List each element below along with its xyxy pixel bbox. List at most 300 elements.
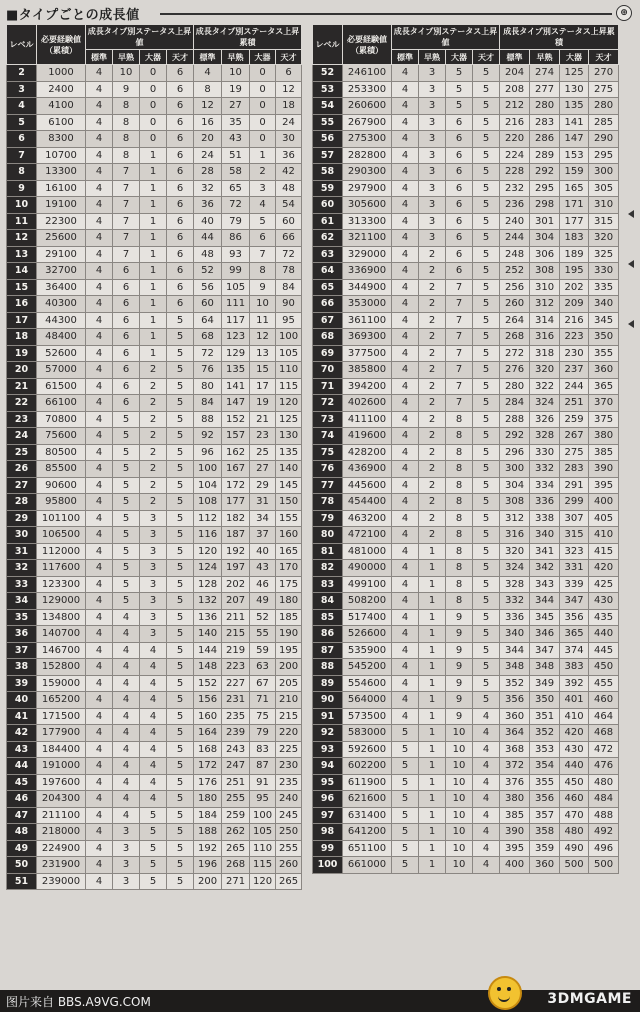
growth-cell: 4 [140,642,167,659]
exp-cell: 129000 [37,593,86,610]
cumulative-cell: 43 [222,131,250,148]
growth-cell: 5 [167,494,194,511]
growth-cell: 3 [419,147,446,164]
cumulative-cell: 51 [222,147,250,164]
growth-cell: 2 [419,395,446,412]
cumulative-cell: 271 [222,873,250,890]
level-cell: 62 [313,230,343,247]
growth-cell: 4 [86,444,113,461]
level-cell: 100 [313,857,343,874]
cumulative-cell: 21 [250,411,276,428]
cumulative-cell: 162 [222,444,250,461]
cumulative-cell: 315 [560,527,589,544]
exp-cell: 369300 [343,329,392,346]
cumulative-cell: 205 [276,675,302,692]
cumulative-cell: 346 [530,626,560,643]
growth-cell: 6 [446,246,473,263]
exp-cell: 2400 [37,81,86,98]
growth-cell: 4 [86,873,113,890]
growth-cell: 10 [446,791,473,808]
exp-cell: 313300 [343,213,392,230]
cumulative-cell: 259 [222,807,250,824]
growth-cell: 4 [392,659,419,676]
cumulative-cell: 28 [194,164,222,181]
exp-cell: 260600 [343,98,392,115]
exp-cell: 1000 [37,65,86,82]
header-level: レベル [7,25,37,65]
cumulative-cell: 78 [276,263,302,280]
growth-cell: 1 [419,692,446,709]
growth-cell: 3 [113,824,140,841]
growth-cell: 10 [446,725,473,742]
table-row [313,708,619,725]
growth-cell: 5 [473,246,500,263]
exp-cell: 239000 [37,873,86,890]
table-row [313,824,619,841]
cumulative-cell: 35 [222,114,250,131]
exp-cell: 95800 [37,494,86,511]
exp-cell: 508200 [343,593,392,610]
growth-cell: 5 [167,312,194,329]
level-cell: 24 [7,428,37,445]
cumulative-cell: 34 [250,510,276,527]
cumulative-cell: 450 [589,659,619,676]
table-row [313,791,619,808]
level-cell: 30 [7,527,37,544]
growth-cell: 5 [167,758,194,775]
growth-cell: 5 [140,824,167,841]
level-cell: 20 [7,362,37,379]
cumulative-cell: 223 [560,329,589,346]
level-cell: 73 [313,411,343,428]
level-cell: 94 [313,758,343,775]
level-cell: 72 [313,395,343,412]
table-row [7,263,302,280]
level-cell: 11 [7,213,37,230]
level-cell: 75 [313,444,343,461]
growth-cell: 10 [446,857,473,874]
level-cell: 37 [7,642,37,659]
cumulative-cell: 322 [530,378,560,395]
level-cell: 77 [313,477,343,494]
cumulative-cell: 353 [530,741,560,758]
growth-cell: 4 [392,147,419,164]
growth-cell: 4 [392,642,419,659]
table-row [7,510,302,527]
cumulative-cell: 267 [560,428,589,445]
growth-cell: 5 [167,329,194,346]
table-row [7,560,302,577]
edge-arrow-icon [628,210,634,218]
cumulative-cell: 265 [222,840,250,857]
cumulative-cell: 180 [276,593,302,610]
cumulative-cell: 8 [194,81,222,98]
growth-cell: 1 [419,659,446,676]
cumulative-cell: 251 [560,395,589,412]
level-cell: 44 [7,758,37,775]
growth-cell: 2 [419,477,446,494]
growth-cell: 5 [473,263,500,280]
growth-cell: 4 [86,840,113,857]
level-cell: 66 [313,296,343,313]
cumulative-cell: 58 [222,164,250,181]
growth-cell: 5 [113,593,140,610]
cumulative-cell: 177 [560,213,589,230]
level-cell: 81 [313,543,343,560]
cumulative-cell: 372 [500,758,530,775]
cumulative-cell: 40 [194,213,222,230]
growth-cell: 8 [446,461,473,478]
cumulative-cell: 250 [276,824,302,841]
cumulative-cell: 30 [276,131,302,148]
table-row [7,81,302,98]
cumulative-cell: 385 [589,444,619,461]
growth-cell: 6 [113,312,140,329]
exp-cell: 165200 [37,692,86,709]
exp-cell: 29100 [37,246,86,263]
exp-cell: 10700 [37,147,86,164]
cumulative-cell: 365 [560,626,589,643]
growth-table-left [6,24,302,890]
table-row [7,774,302,791]
cumulative-cell: 270 [589,65,619,82]
cumulative-cell: 390 [589,461,619,478]
growth-cell: 4 [392,461,419,478]
cumulative-cell: 244 [500,230,530,247]
cumulative-cell: 370 [589,395,619,412]
growth-cell: 2 [419,411,446,428]
growth-cell: 5 [473,279,500,296]
growth-cell: 10 [446,758,473,775]
cumulative-cell: 484 [589,791,619,808]
growth-cell: 4 [86,411,113,428]
growth-cell: 4 [113,725,140,742]
cumulative-cell: 223 [222,659,250,676]
level-cell: 89 [313,675,343,692]
cumulative-cell: 182 [222,510,250,527]
growth-cell: 4 [473,741,500,758]
cumulative-cell: 298 [530,197,560,214]
growth-cell: 5 [113,428,140,445]
exp-cell: 48400 [37,329,86,346]
cumulative-cell: 65 [222,180,250,197]
growth-cell: 5 [473,428,500,445]
cumulative-cell: 10 [222,65,250,82]
level-cell: 92 [313,725,343,742]
page-title: ■タイプごとの成長値 [6,8,140,23]
growth-cell: 4 [392,345,419,362]
growth-cell: 5 [473,345,500,362]
growth-cell: 3 [419,65,446,82]
growth-cell: 8 [113,114,140,131]
growth-cell: 8 [446,444,473,461]
growth-cell: 9 [446,626,473,643]
header-type: 天才 [589,50,619,65]
table-row [7,230,302,247]
growth-cell: 5 [167,428,194,445]
level-cell: 12 [7,230,37,247]
cumulative-cell: 300 [589,164,619,181]
cumulative-cell: 220 [276,725,302,742]
level-cell: 27 [7,477,37,494]
growth-cell: 3 [419,164,446,181]
table-row [7,593,302,610]
exp-cell: 602200 [343,758,392,775]
exp-cell: 454400 [343,494,392,511]
growth-cell: 6 [167,180,194,197]
growth-cell: 4 [392,131,419,148]
growth-cell: 6 [446,180,473,197]
cumulative-cell: 5 [250,213,276,230]
growth-cell: 2 [140,395,167,412]
growth-cell: 1 [140,197,167,214]
cumulative-cell: 110 [276,362,302,379]
cumulative-cell: 256 [500,279,530,296]
cumulative-cell: 110 [250,840,276,857]
exp-cell: 140700 [37,626,86,643]
growth-cell: 8 [113,98,140,115]
table-row [7,329,302,346]
growth-cell: 0 [140,81,167,98]
table-row [313,411,619,428]
table-row [7,725,302,742]
growth-cell: 5 [473,65,500,82]
growth-cell: 4 [113,791,140,808]
level-cell: 35 [7,609,37,626]
exp-cell: 224900 [37,840,86,857]
cumulative-cell: 167 [222,461,250,478]
cumulative-cell: 20 [194,131,222,148]
cumulative-cell: 240 [500,213,530,230]
growth-cell: 6 [167,246,194,263]
cumulative-cell: 87 [250,758,276,775]
growth-cell: 4 [392,411,419,428]
growth-cell: 8 [446,543,473,560]
table-row [7,213,302,230]
cumulative-cell: 480 [560,824,589,841]
growth-cell: 5 [167,345,194,362]
level-cell: 16 [7,296,37,313]
cumulative-cell: 132 [194,593,222,610]
exp-cell: 112000 [37,543,86,560]
cumulative-cell: 60 [194,296,222,313]
level-cell: 50 [7,857,37,874]
cumulative-cell: 283 [530,114,560,131]
exp-cell: 385800 [343,362,392,379]
cumulative-cell: 104 [194,477,222,494]
table-row [7,741,302,758]
growth-cell: 7 [113,213,140,230]
growth-cell: 5 [140,857,167,874]
cumulative-cell: 19 [250,395,276,412]
cumulative-cell: 136 [194,609,222,626]
growth-cell: 4 [392,65,419,82]
level-cell: 74 [313,428,343,445]
growth-cell: 6 [167,213,194,230]
cumulative-cell: 401 [560,692,589,709]
growth-cell: 5 [392,840,419,857]
level-cell: 84 [313,593,343,610]
growth-cell: 6 [446,213,473,230]
growth-cell: 4 [86,477,113,494]
growth-cell: 4 [392,81,419,98]
exp-cell: 44300 [37,312,86,329]
level-cell: 40 [7,692,37,709]
growth-cell: 2 [419,345,446,362]
cumulative-cell: 272 [500,345,530,362]
cumulative-cell: 83 [250,741,276,758]
cumulative-cell: 165 [276,543,302,560]
level-cell: 10 [7,197,37,214]
cumulative-cell: 192 [194,840,222,857]
growth-cell: 2 [140,362,167,379]
table-row [7,98,302,115]
cumulative-cell: 1 [250,147,276,164]
exp-cell: 13300 [37,164,86,181]
growth-cell: 5 [392,725,419,742]
growth-cell: 10 [446,824,473,841]
growth-cell: 5 [446,65,473,82]
table-row [313,263,619,280]
cumulative-cell: 171 [560,197,589,214]
growth-cell: 1 [419,593,446,610]
exp-cell: 472100 [343,527,392,544]
growth-cell: 6 [167,65,194,82]
growth-cell: 5 [473,329,500,346]
growth-cell: 4 [473,807,500,824]
header-type: 大器 [140,50,167,65]
growth-cell: 5 [167,395,194,412]
cumulative-cell: 12 [250,329,276,346]
exp-cell: 344900 [343,279,392,296]
cumulative-cell: 468 [589,725,619,742]
header-type: 早熟 [530,50,560,65]
growth-cell: 5 [392,774,419,791]
cumulative-cell: 464 [589,708,619,725]
table-row [7,279,302,296]
growth-cell: 4 [86,510,113,527]
growth-cell: 7 [113,230,140,247]
cumulative-cell: 347 [530,642,560,659]
table-row [7,428,302,445]
cumulative-cell: 148 [194,659,222,676]
cumulative-cell: 115 [250,857,276,874]
growth-cell: 6 [167,131,194,148]
cumulative-cell: 330 [530,444,560,461]
cumulative-cell: 120 [194,543,222,560]
cumulative-cell: 120 [250,873,276,890]
exp-cell: 428200 [343,444,392,461]
cumulative-cell: 280 [530,98,560,115]
growth-cell: 7 [446,279,473,296]
growth-cell: 4 [86,279,113,296]
exp-cell: 445600 [343,477,392,494]
growth-cell: 5 [446,98,473,115]
growth-cell: 1 [419,675,446,692]
growth-cell: 4 [86,378,113,395]
exp-cell: 246100 [343,65,392,82]
cumulative-cell: 332 [530,461,560,478]
growth-cell: 9 [113,81,140,98]
cumulative-cell: 328 [530,428,560,445]
cumulative-cell: 268 [500,329,530,346]
cumulative-cell: 340 [530,527,560,544]
exp-cell: 290300 [343,164,392,181]
growth-cell: 6 [113,279,140,296]
growth-cell: 3 [140,527,167,544]
growth-cell: 1 [419,725,446,742]
cumulative-cell: 295 [530,180,560,197]
cumulative-cell: 216 [560,312,589,329]
growth-cell: 8 [446,593,473,610]
cumulative-cell: 360 [589,362,619,379]
level-cell: 93 [313,741,343,758]
cumulative-cell: 440 [560,758,589,775]
level-cell: 13 [7,246,37,263]
cumulative-cell: 211 [222,609,250,626]
growth-cell: 6 [113,362,140,379]
exp-cell: 22300 [37,213,86,230]
cumulative-cell: 80 [194,378,222,395]
cumulative-cell: 175 [276,576,302,593]
level-cell: 15 [7,279,37,296]
table-row [7,395,302,412]
cumulative-cell: 157 [222,428,250,445]
cumulative-cell: 326 [530,411,560,428]
cumulative-cell: 430 [560,741,589,758]
cumulative-cell: 500 [589,857,619,874]
cumulative-cell: 42 [276,164,302,181]
page-corner-icon: ⊕ [616,5,632,21]
level-cell: 41 [7,708,37,725]
growth-cell: 4 [392,279,419,296]
cumulative-cell: 91 [250,774,276,791]
cumulative-cell: 308 [500,494,530,511]
growth-cell: 6 [167,279,194,296]
cumulative-cell: 170 [276,560,302,577]
cumulative-cell: 17 [250,378,276,395]
level-cell: 85 [313,609,343,626]
cumulative-cell: 283 [560,461,589,478]
growth-cell: 1 [140,296,167,313]
level-cell: 33 [7,576,37,593]
cumulative-cell: 323 [560,543,589,560]
cumulative-cell: 105 [276,345,302,362]
growth-cell: 5 [473,560,500,577]
growth-cell: 4 [392,296,419,313]
level-cell: 28 [7,494,37,511]
growth-cell: 4 [86,692,113,709]
cumulative-cell: 420 [589,560,619,577]
level-cell: 96 [313,791,343,808]
cumulative-cell: 19 [222,81,250,98]
exp-cell: 641200 [343,824,392,841]
growth-cell: 4 [473,725,500,742]
cumulative-cell: 105 [250,824,276,841]
growth-cell: 5 [113,543,140,560]
cumulative-cell: 275 [560,444,589,461]
table-row [7,477,302,494]
growth-cell: 1 [419,543,446,560]
cumulative-cell: 338 [530,510,560,527]
growth-cell: 9 [446,609,473,626]
exp-cell: 394200 [343,378,392,395]
growth-cell: 5 [473,362,500,379]
cumulative-cell: 64 [194,312,222,329]
cumulative-cell: 29 [250,477,276,494]
header-growth-group: 成長タイプ別ステータス上昇値 [86,25,194,50]
growth-cell: 9 [446,659,473,676]
